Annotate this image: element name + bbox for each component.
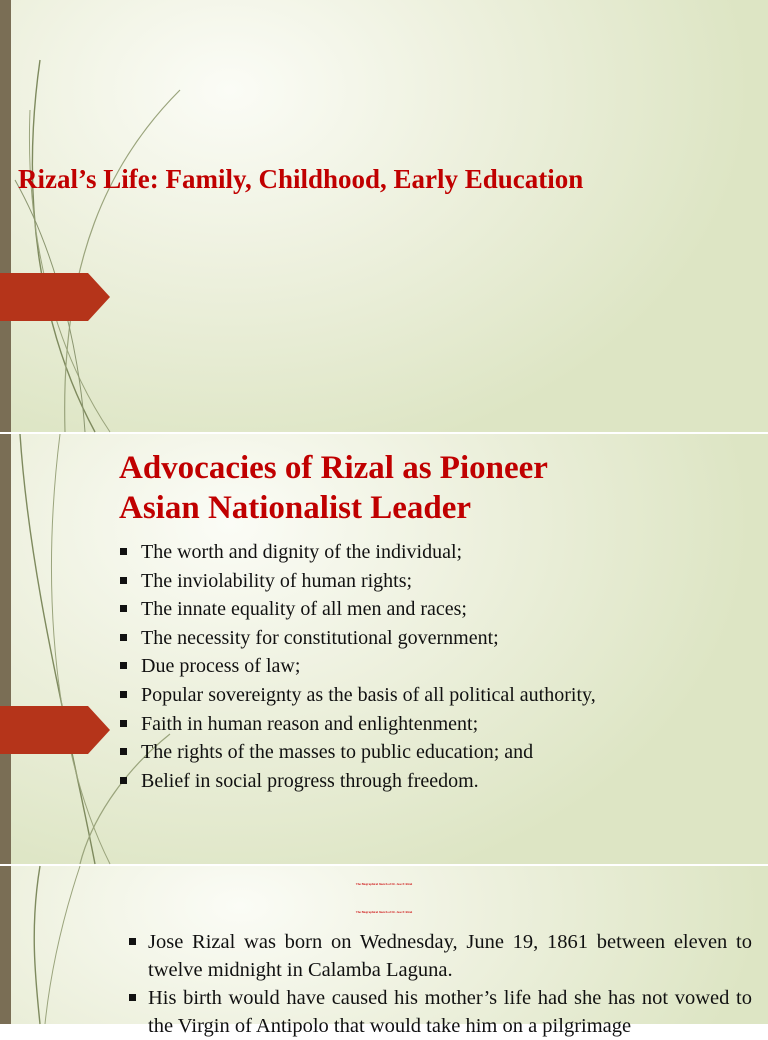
slide-2	[0, 434, 768, 864]
list-item: Due process of law;	[119, 652, 596, 681]
left-sidebar-bar	[0, 0, 11, 432]
list-item: Faith in human reason and enlightenment;	[119, 710, 596, 739]
slide-title: Rizal’s Life: Family, Childhood, Early Education	[18, 164, 584, 194]
list-item: Belief in social progress through freedom.	[119, 767, 596, 796]
left-sidebar-bar	[0, 434, 11, 864]
slide-1	[0, 0, 768, 432]
left-sidebar-bar	[0, 866, 11, 1024]
advocacies-list	[119, 538, 596, 795]
list-item: The inviolability of human rights;	[119, 567, 596, 596]
biography-list	[128, 928, 752, 1040]
list-item: The innate equality of all men and races;	[119, 595, 596, 624]
decorative-curves	[0, 0, 200, 432]
title-line-2: Asian Nationalist Leader	[119, 490, 472, 526]
list-item: The worth and dignity of the individual;	[119, 538, 596, 567]
list-item: Jose Rizal was born on Wednesday, June 19, 1861 between eleven to twelve midnight in Calamba Laguna.	[128, 928, 752, 984]
list-item: His birth would have caused his mother’s life had she has not vowed to the Virgin of Antipolo that would take him on a pilgrimage	[128, 984, 752, 1040]
title-line-1: Advocacies of Rizal as Pioneer	[119, 450, 548, 486]
slide-title: The Biographical Sketch of Dr. Jose P. Rizal	[355, 882, 413, 886]
accent-arrow-tab	[0, 273, 110, 321]
slide-subtitle: The Biographical Sketch of Dr. Jose P. Rizal	[355, 910, 413, 914]
list-item: The necessity for constitutional government;	[119, 624, 596, 653]
slide-3	[0, 866, 768, 1037]
list-item: Popular sovereignty as the basis of all political authority,	[119, 681, 596, 710]
slide-title	[119, 448, 548, 528]
list-item: The rights of the masses to public education; and	[119, 738, 596, 767]
accent-arrow-tab	[0, 706, 110, 754]
